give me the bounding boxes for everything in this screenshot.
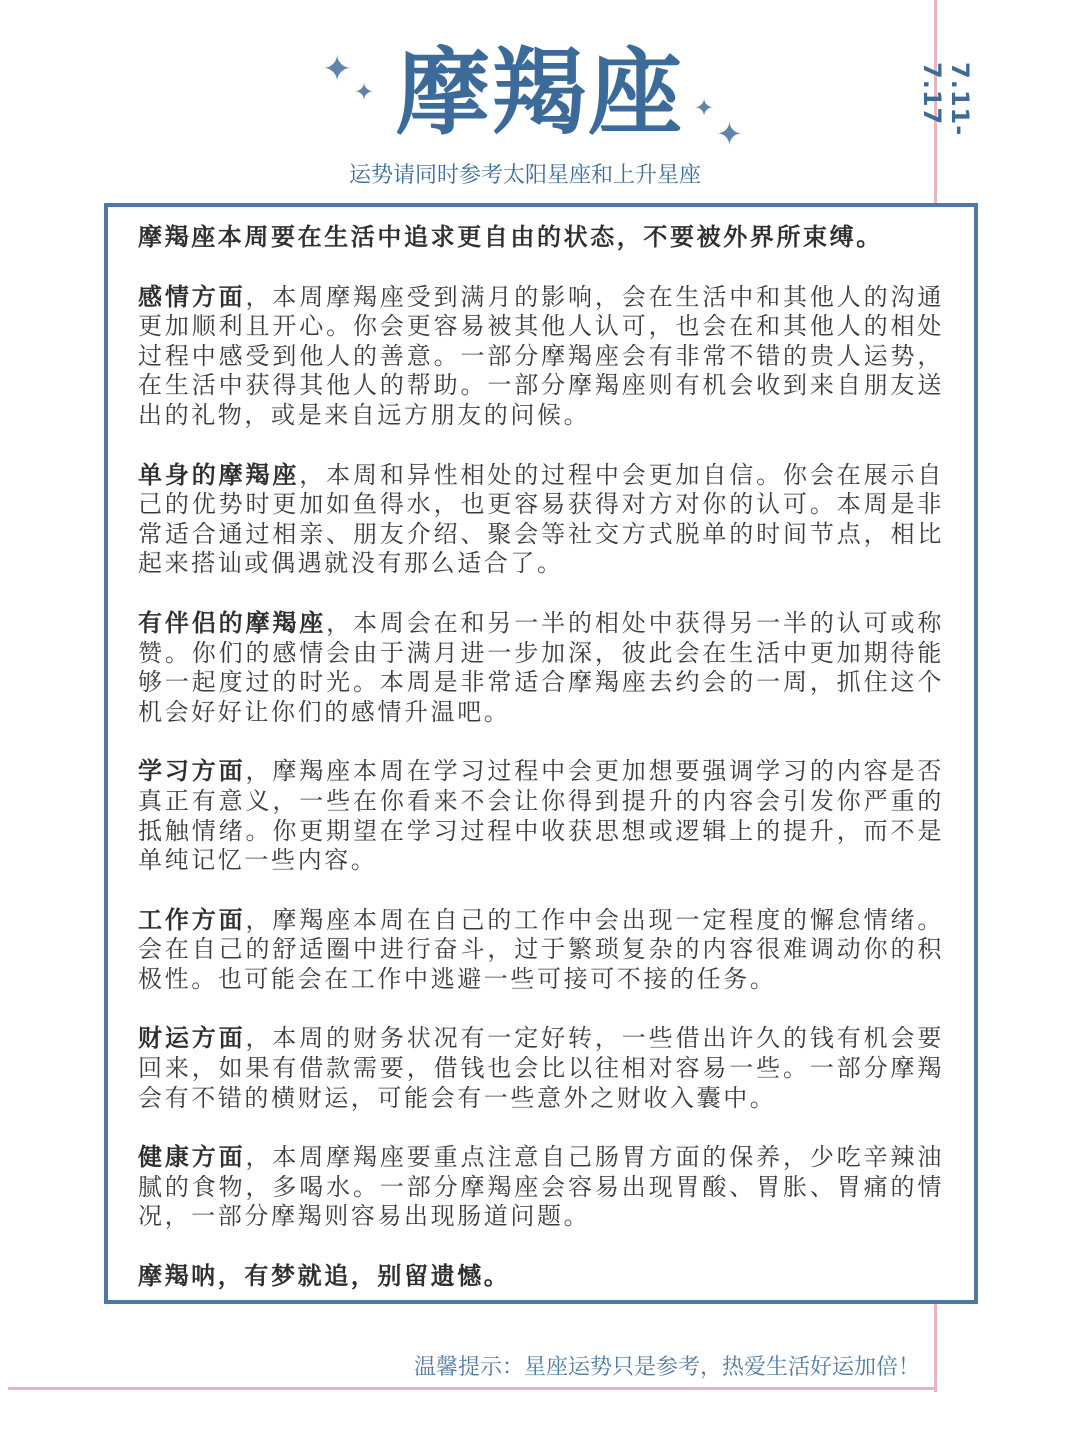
section-text: ，本周摩羯座受到满月的影响，会在生活中和其他人的沟通更加顺利且开心。你会更容易被其他人认可，也会在和其他人的相处过程中感受到他人的善意。一部分摩羯座会有非常不错的贵人运势，在生活中获得其他人的帮助。一部分摩羯座则有机会收到来自朋友送出的礼物，或是来自远方朋友的问候。 [138, 282, 944, 429]
sparkle-icon: ✦ [694, 94, 715, 122]
sparkle-icon: ✦ [354, 78, 375, 106]
ending-paragraph: 摩羯呐，有梦就追，别留遗憾。 [138, 1262, 511, 1291]
sparkle-icon: ✦ [716, 115, 743, 153]
section-text: ，摩羯座本周在学习过程中会更加想要强调学习的内容是否真正有意义，一些在你看来不会让你得到提升的内容会引发你严重的抵触情绪。你更期望在学习过程中收获思想或逻辑上的提升，而不是单纯记忆一些内容。 [138, 757, 944, 875]
section-work [138, 906, 944, 995]
section-heading: 财运方面 [138, 1024, 246, 1053]
date-range: 7.11-7.17 [918, 62, 974, 137]
section-text: ，本周会在和另一半的相处中获得另一半的认可或称赞。你们的感情会由于满月进一步加深，彼此会在生活中更加期待能够一起度过的时光。本周是非常适合摩羯座去约会的一周，抓住这个机会好好让你们的感情升温吧。 [138, 608, 944, 726]
section-heading: 感情方面 [138, 282, 246, 311]
page-subtitle: 运势请同时参考太阳星座和上升星座 [348, 163, 701, 188]
section-study [138, 757, 944, 875]
decorative-horizontal-line [8, 1387, 937, 1390]
page-title: 摩羯座 [395, 39, 684, 148]
section-text: ，摩羯座本周在自己的工作中会出现一定程度的懈怠情绪。会在自己的舒适圈中进行奋斗，过于繁琐复杂的内容很难调动你的积极性。也可能会在工作中逃避一些可接可不接的任务。 [138, 905, 944, 993]
section-heading: 单身的摩羯座 [138, 460, 300, 489]
section-heading: 学习方面 [138, 757, 246, 786]
section-health [138, 1143, 944, 1232]
section-text: ，本周摩羯座要重点注意自己肠胃方面的保养，少吃辛辣油腻的食物，多喝水。一部分摩羯座会容易出现胃酸、胃胀、胃痛的情况，一部分摩羯则容易出现肠道问题。 [138, 1143, 944, 1231]
footer-tip: 温馨提示：星座运势只是参考，热爱生活好运加倍！ [413, 1355, 920, 1380]
horoscope-content-box [104, 203, 978, 1304]
intro-paragraph: 摩羯座本周要在生活中追求更自由的状态，不要被外界所束缚。 [138, 223, 883, 251]
section-heading: 有伴侣的摩羯座 [138, 608, 327, 637]
section-heading: 健康方面 [138, 1143, 246, 1172]
section-single [138, 461, 944, 579]
section-text: ，本周和异性相处的过程中会更加自信。你会在展示自己的优势时更加如鱼得水，也更容易获得对方对你的认可。本周是非常适合通过相亲、朋友介绍、聚会等社交方式脱单的时间节点，相比起来搭讪或偶遇就没有那么适合了。 [138, 460, 944, 578]
section-text: ，本周的财务状况有一定好转，一些借出许久的钱有机会要回来，如果有借款需要，借钱也会比以往相对容易一些。一部分摩羯会有不错的横财运，可能会有一些意外之财收入囊中。 [138, 1024, 944, 1112]
section-love [138, 283, 944, 431]
section-finance [138, 1024, 944, 1113]
section-heading: 工作方面 [138, 905, 246, 934]
sparkle-icon: ✦ [322, 49, 353, 90]
section-partnered [138, 609, 944, 727]
